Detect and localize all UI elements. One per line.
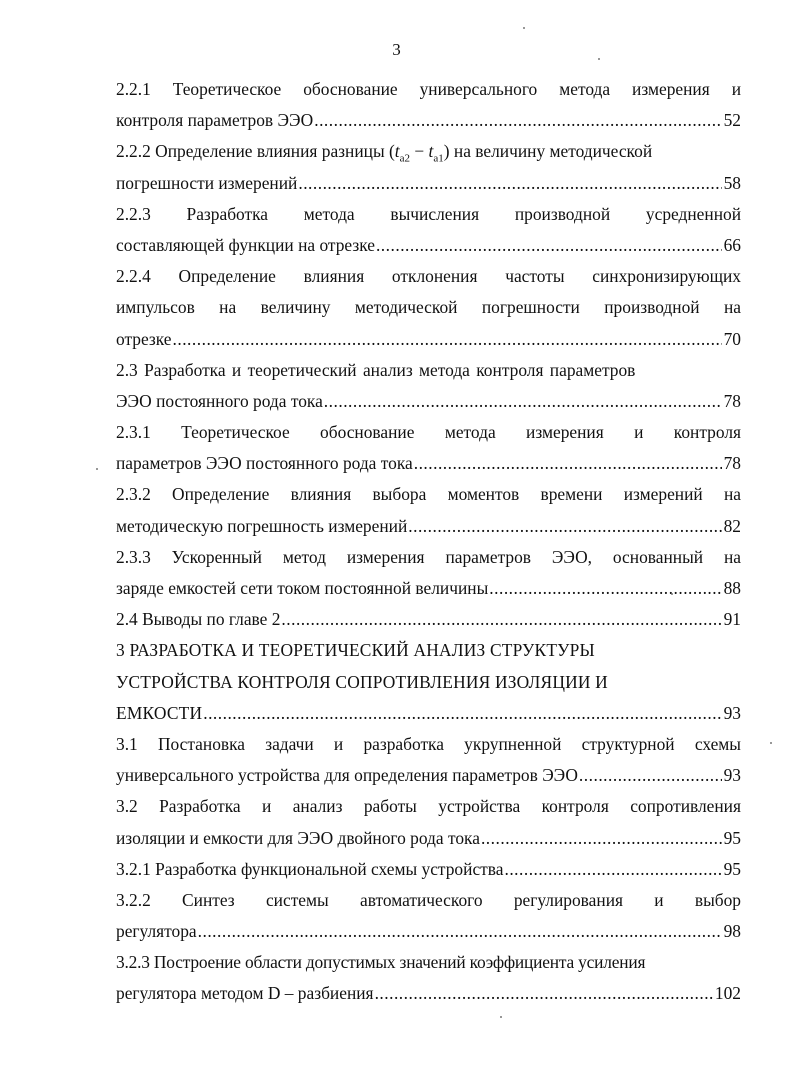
- toc-entry-2-3-1-line-1: 2.3.1 Теоретическое обоснование метода измерения и контроля: [116, 422, 741, 443]
- toc-entry-2-2-1[interactable]: [116, 105, 741, 136]
- leader-dots: [173, 324, 722, 355]
- toc-entry-2-2-2[interactable]: [116, 168, 741, 199]
- toc-entry-title: 3.2.1 Разработка функциональной схемы устройства: [116, 858, 504, 879]
- toc-entry-title: ЕМКОСТИ: [116, 702, 203, 723]
- toc-entry-title: заряде емкостей сети током постоянной величины: [116, 578, 489, 598]
- toc-chapter-3-line-1: 3 РАЗРАБОТКА И ТЕОРЕТИЧЕСКИЙ АНАЛИЗ СТРУКТУРЫ: [116, 640, 595, 661]
- toc-page-number: 78: [723, 390, 741, 411]
- toc-entry-title: 2.4 Выводы по главе 2: [116, 609, 281, 630]
- scan-speck: [770, 742, 772, 744]
- toc-entry-2-2-4[interactable]: [116, 324, 741, 355]
- leader-dots: [489, 573, 721, 604]
- toc-entry-3-2-2-line-1: 3.2.2 Синтез системы автоматического регулирования и выбор: [116, 889, 741, 910]
- scan-speck: [598, 58, 600, 60]
- toc-chapter-3-line-2: УСТРОЙСТВА КОНТРОЛЯ СОПРОТИВЛЕНИЯ ИЗОЛЯЦИИ И: [116, 671, 608, 692]
- toc-entry-2-4[interactable]: [116, 604, 741, 635]
- toc-entry-title: регулятора методом D – разбиения: [116, 983, 374, 1004]
- toc-entry-3-2-3[interactable]: [116, 978, 741, 1009]
- toc-page-number: 93: [723, 765, 741, 786]
- leader-dots: [504, 854, 721, 885]
- toc-page-number: 52: [723, 110, 741, 131]
- toc-entry-title: изоляции и емкости для ЭЭО двойного рода тока: [116, 827, 480, 848]
- toc-page-number: 78: [723, 453, 741, 474]
- toc-entry-title: универсального устройства для определения параметров ЭЭО: [116, 765, 578, 786]
- toc-entry-title: методическую погрешность измерений: [116, 515, 408, 536]
- toc-page-number: 102: [714, 983, 741, 1004]
- page-number: 3: [392, 40, 401, 59]
- leader-dots: [376, 230, 722, 261]
- toc-page-number: 82: [723, 515, 741, 536]
- leader-dots: [414, 448, 722, 479]
- leader-dots: [481, 823, 722, 854]
- toc-page-number: 95: [723, 858, 741, 879]
- toc-entry-3-2-2[interactable]: [116, 916, 741, 947]
- toc-page-number: 70: [723, 328, 741, 349]
- toc-entry-title: параметров ЭЭО постоянного рода тока: [116, 453, 413, 474]
- toc-entry-2-3-3[interactable]: [116, 573, 741, 604]
- toc-page-number: 88: [723, 578, 741, 598]
- toc-entry-2-2-2-line-1: [116, 136, 741, 167]
- toc-chapter-3[interactable]: [116, 698, 741, 729]
- toc-entry-3-1[interactable]: [116, 760, 741, 791]
- scan-speck: [671, 593, 673, 595]
- toc-page-number: 98: [723, 921, 741, 942]
- leader-dots: [281, 604, 721, 635]
- scan-speck: [500, 1016, 502, 1018]
- toc-entry-2-2-4-line-1: 2.2.4 Определение влияния отклонения частоты синхронизирующих: [116, 266, 741, 287]
- toc-entry-title: регулятора: [116, 921, 197, 942]
- toc-text: 2.2.2 Определение влияния разницы $(t_{a2} - t_{a1})$ на величину методической: [116, 141, 653, 165]
- toc-entry-2-2-1-line-1: 2.2.1 Теоретическое обоснование универсального метода измерения и: [116, 79, 741, 99]
- toc-entry-2-2-3-line-1: 2.2.3 Разработка метода вычисления производной усредненной: [116, 203, 741, 224]
- toc-page-number: 95: [723, 827, 741, 848]
- scan-speck: [523, 27, 525, 29]
- toc-entry-3-1-line-1: 3.1 Постановка задачи и разработка укрупненной структурной схемы: [116, 733, 741, 754]
- toc-entry-2-2-4-line-2: импульсов на величину методической погрешности производной на: [116, 297, 741, 318]
- toc-entry-title: контроля параметров ЭЭО: [116, 110, 314, 131]
- toc-entry-title: составляющей функции на отрезке: [116, 234, 375, 255]
- leader-dots: [579, 760, 722, 791]
- toc-entry-2-3-1[interactable]: [116, 448, 741, 479]
- table-of-contents: [116, 74, 741, 1010]
- leader-dots: [375, 978, 713, 1009]
- toc-entry-2-3-line-1: 2.3 Разработка и теоретический анализ метода контроля параметров: [116, 359, 636, 380]
- toc-entry-2-3[interactable]: [116, 386, 741, 417]
- toc-entry-3-2-3-line-1: 3.2.3 Построение области допустимых значений коэффициента усиления: [116, 952, 646, 973]
- leader-dots: [198, 916, 722, 947]
- toc-entry-3-2-1[interactable]: [116, 854, 741, 885]
- leader-dots: [298, 168, 721, 199]
- toc-entry-2-3-2[interactable]: [116, 511, 741, 542]
- leader-dots: [408, 511, 721, 542]
- toc-entry-title: погрешности измерений: [116, 172, 298, 193]
- toc-page-number: 91: [723, 609, 741, 630]
- toc-entry-3-2[interactable]: [116, 823, 741, 854]
- toc-entry-title: отрезке: [116, 328, 172, 349]
- toc-entry-title: ЭЭО постоянного рода тока: [116, 390, 323, 411]
- scan-speck: [96, 468, 98, 470]
- toc-page-number: 58: [723, 172, 741, 193]
- toc-page-number: 66: [723, 234, 741, 255]
- toc-entry-2-3-2-line-1: 2.3.2 Определение влияния выбора моментов времени измерений на: [116, 484, 741, 505]
- toc-entry-3-2-line-1: 3.2 Разработка и анализ работы устройства контроля сопротивления: [116, 796, 741, 817]
- leader-dots: [314, 105, 721, 136]
- toc-page-number: 93: [723, 702, 741, 723]
- leader-dots: [203, 698, 721, 729]
- leader-dots: [324, 386, 722, 417]
- toc-entry-2-2-3[interactable]: [116, 230, 741, 261]
- toc-entry-2-3-3-line-1: 2.3.3 Ускоренный метод измерения параметров ЭЭО, основанный на: [116, 546, 741, 567]
